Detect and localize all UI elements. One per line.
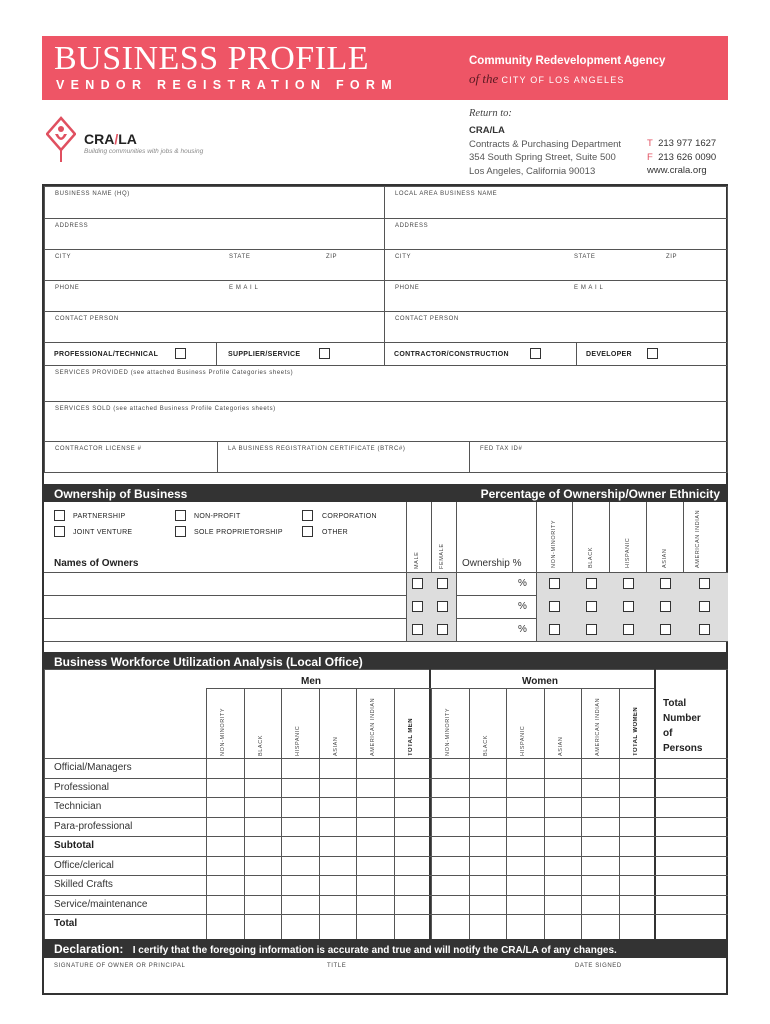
contact-person-field[interactable]: CONTACT PERSON bbox=[44, 311, 385, 343]
workforce-row-label: Total bbox=[54, 918, 78, 929]
form-title: BUSINESS PROFILE bbox=[54, 40, 370, 77]
zip-label: ZIP bbox=[326, 254, 338, 260]
workforce-row-label: Para-professional bbox=[54, 820, 133, 832]
fed-tax-id-field[interactable]: FED TAX ID# bbox=[469, 441, 728, 473]
sole-prop-checkbox[interactable] bbox=[175, 526, 186, 537]
eth-header-nonminority: NON-MINORITY bbox=[551, 519, 557, 568]
address-field[interactable]: ADDRESS bbox=[44, 218, 385, 250]
city-state-zip-row-2[interactable]: CITY bbox=[384, 249, 728, 281]
services-sold-field[interactable]: SERVICES SOLD (see attached Business Profile Categories sheets) bbox=[44, 401, 728, 442]
men-col-header: HISPANIC bbox=[295, 725, 301, 756]
state-label: STATE bbox=[229, 254, 251, 260]
women-header: Women bbox=[522, 676, 558, 687]
other-label: OTHER bbox=[322, 529, 348, 536]
owner-ethnicity-checkbox[interactable] bbox=[623, 601, 634, 612]
workforce-row-label: Technician bbox=[54, 801, 102, 812]
owner-ethnicity-checkbox[interactable] bbox=[660, 624, 671, 635]
owner-male-checkbox[interactable] bbox=[412, 601, 423, 612]
corporation-checkbox[interactable] bbox=[302, 510, 313, 521]
joint-venture-checkbox[interactable] bbox=[54, 526, 65, 537]
owner-ethnicity-checkbox[interactable] bbox=[586, 624, 597, 635]
owner-male-checkbox[interactable] bbox=[412, 624, 423, 635]
owner-ethnicity-checkbox[interactable] bbox=[549, 578, 560, 589]
return-to-label: Return to: bbox=[469, 108, 512, 119]
workforce-row-label: Office/clerical bbox=[54, 859, 114, 871]
workforce-section-header: Business Workforce Utilization Analysis (Local Office) bbox=[44, 652, 728, 669]
email-label: E M A I L bbox=[229, 285, 259, 291]
category-developer-checkbox[interactable] bbox=[647, 348, 658, 359]
declaration-header: Declaration: I certify that the foregoing information is accurate and true and will notify the CRA/LA of any changes. bbox=[44, 939, 728, 958]
ownership-pct-symbol: % bbox=[518, 578, 527, 589]
category-supplier-label: SUPPLIER/SERVICE bbox=[228, 351, 301, 358]
local-business-name-field[interactable]: LOCAL AREA BUSINESS NAME bbox=[384, 186, 728, 219]
women-col-header: BLACK bbox=[482, 734, 489, 756]
contact-info: T 213 977 1627 F 213 626 0090 www.crala.org bbox=[647, 138, 717, 176]
category-supplier-checkbox[interactable] bbox=[319, 348, 330, 359]
owner-ethnicity-checkbox[interactable] bbox=[586, 601, 597, 612]
category-developer-label: DEVELOPER bbox=[586, 351, 632, 358]
partnership-checkbox[interactable] bbox=[54, 510, 65, 521]
men-col-header: NON-MINORITY bbox=[220, 707, 226, 756]
agency-name: Community Redevelopment Agency bbox=[469, 55, 666, 67]
category-contractor-checkbox[interactable] bbox=[530, 348, 541, 359]
owner-ethnicity-checkbox[interactable] bbox=[586, 578, 597, 589]
ownership-pct-symbol: % bbox=[518, 601, 527, 612]
names-of-owners-label: Names of Owners bbox=[54, 558, 139, 569]
address-field-2[interactable]: ADDRESS bbox=[384, 218, 728, 250]
logo-wordmark: CRA/LA bbox=[84, 131, 137, 147]
owner-ethnicity-checkbox[interactable] bbox=[623, 624, 634, 635]
male-header: MALE bbox=[414, 551, 420, 569]
owner-female-checkbox[interactable] bbox=[437, 601, 448, 612]
date-signed-field[interactable]: DATE SIGNED bbox=[575, 963, 622, 969]
owner-ethnicity-checkbox[interactable] bbox=[549, 601, 560, 612]
agency-city: of the CITY OF LOS ANGELES bbox=[469, 71, 625, 86]
men-col-header: BLACK bbox=[257, 734, 264, 756]
eth-header-asian: ASIAN bbox=[662, 548, 668, 568]
registration-form bbox=[42, 184, 728, 995]
owner-ethnicity-checkbox[interactable] bbox=[623, 578, 634, 589]
sole-prop-label: SOLE PROPRIETORSHIP bbox=[194, 529, 283, 536]
workforce-row-label: Service/maintenance bbox=[54, 898, 148, 910]
total-persons-header: Total Number of Persons bbox=[663, 698, 703, 754]
owner-female-checkbox[interactable] bbox=[437, 578, 448, 589]
owner-ethnicity-checkbox[interactable] bbox=[660, 578, 671, 589]
owner-name-field[interactable] bbox=[44, 573, 406, 595]
corporation-label: CORPORATION bbox=[322, 513, 377, 520]
ownership-pct-symbol: % bbox=[518, 624, 527, 635]
owner-ethnicity-checkbox[interactable] bbox=[660, 601, 671, 612]
ownership-section-header: Ownership of Business Percentage of Ownership/Owner Ethnicity bbox=[44, 484, 728, 502]
women-col-header: NON-MINORITY bbox=[445, 707, 451, 756]
phone-email-row[interactable]: PHONE bbox=[44, 280, 385, 312]
state-label-2: STATE bbox=[574, 254, 596, 260]
eth-header-black: BLACK bbox=[588, 546, 594, 568]
owner-ethnicity-checkbox[interactable] bbox=[549, 624, 560, 635]
other-checkbox[interactable] bbox=[302, 526, 313, 537]
zip-label-2: ZIP bbox=[666, 254, 678, 260]
title-field[interactable]: TITLE bbox=[327, 963, 347, 969]
return-address: CRA/LA Contracts & Purchasing Department 354 South Spring Street, Suite 500 Los Angeles, California 90013 bbox=[469, 125, 622, 177]
contact-person-field-2[interactable]: CONTACT PERSON bbox=[384, 311, 728, 343]
women-col-header: ASIAN bbox=[557, 736, 564, 756]
eth-header-hispanic: HISPANIC bbox=[625, 537, 631, 568]
men-col-header: AMERICAN INDIAN bbox=[370, 697, 376, 756]
total-men-header: TOTAL MEN bbox=[407, 718, 414, 756]
business-name-field[interactable]: BUSINESS NAME (HQ) bbox=[44, 186, 385, 219]
form-subtitle: VENDOR REGISTRATION FORM bbox=[56, 78, 398, 92]
logo-tagline: Building communities with jobs & housing bbox=[84, 148, 204, 155]
phone-email-row-2[interactable]: PHONE bbox=[384, 280, 728, 312]
owner-male-checkbox[interactable] bbox=[412, 578, 423, 589]
ownership-pct-header: Ownership % bbox=[462, 558, 522, 569]
owner-ethnicity-checkbox[interactable] bbox=[699, 601, 710, 612]
workforce-row-label: Skilled Crafts bbox=[54, 879, 113, 890]
crala-logo-icon bbox=[46, 116, 76, 168]
owner-name-field[interactable] bbox=[44, 619, 406, 641]
women-col-header: AMERICAN INDIAN bbox=[595, 697, 601, 756]
contractor-license-field[interactable]: CONTRACTOR LICENSE # bbox=[44, 441, 218, 473]
signature-field[interactable]: SIGNATURE OF OWNER OR PRINCIPAL bbox=[54, 963, 186, 969]
category-professional-checkbox[interactable] bbox=[175, 348, 186, 359]
men-header: Men bbox=[301, 676, 321, 687]
services-provided-field[interactable]: SERVICES PROVIDED (see attached Business Profile Categories sheets) bbox=[44, 365, 728, 402]
owner-name-field[interactable] bbox=[44, 596, 406, 618]
email-label-2: E M A I L bbox=[574, 285, 604, 291]
owner-ethnicity-checkbox[interactable] bbox=[699, 578, 710, 589]
female-header: FEMALE bbox=[439, 543, 445, 569]
joint-venture-label: JOINT VENTURE bbox=[73, 529, 133, 536]
total-women-header: TOTAL WOMEN bbox=[632, 706, 639, 756]
workforce-row-label: Official/Managers bbox=[54, 762, 132, 773]
partnership-label: PARTNERSHIP bbox=[73, 513, 126, 520]
city-state-zip-row[interactable]: CITY bbox=[44, 249, 385, 281]
btrc-field[interactable]: LA BUSINESS REGISTRATION CERTIFICATE (BTRC#) bbox=[217, 441, 470, 473]
category-professional-label: PROFESSIONAL/TECHNICAL bbox=[54, 351, 159, 358]
workforce-row-label: Subtotal bbox=[54, 840, 94, 851]
nonprofit-label: NON-PROFIT bbox=[194, 513, 241, 520]
owner-ethnicity-checkbox[interactable] bbox=[699, 624, 710, 635]
eth-header-american-indian: AMERICAN INDIAN bbox=[695, 509, 701, 568]
women-col-header: HISPANIC bbox=[520, 725, 526, 756]
owner-female-checkbox[interactable] bbox=[437, 624, 448, 635]
nonprofit-checkbox[interactable] bbox=[175, 510, 186, 521]
category-contractor-label: CONTRACTOR/CONSTRUCTION bbox=[394, 351, 509, 358]
workforce-row-label: Professional bbox=[54, 781, 110, 793]
men-col-header: ASIAN bbox=[332, 736, 339, 756]
